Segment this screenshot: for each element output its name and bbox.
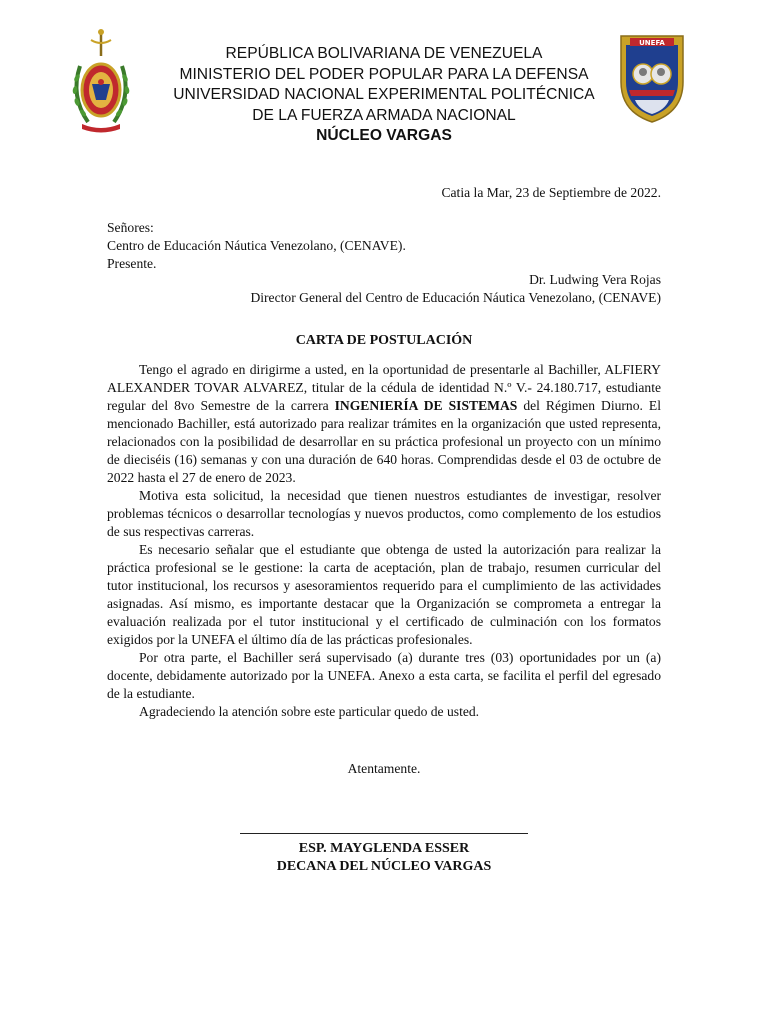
venezuela-coat-of-arms-icon [66,26,136,136]
header-line-universidad: UNIVERSIDAD NACIONAL EXPERIMENTAL POLITÉCNICA [173,86,595,103]
signature-line [240,833,528,834]
recipient-organization: Centro de Educación Náutica Venezolano, (CENAVE). [107,238,406,253]
addressee-title: Director General del Centro de Educación Náutica Venezolano, (CENAVE) [250,290,661,305]
closing-line: Atentamente. [347,761,421,776]
recipient-block [107,219,661,273]
addressee-block [107,271,661,307]
header-line-fuerza-armada: DE LA FUERZA ARMADA NACIONAL [252,106,516,124]
letter-date: Catia la Mar, 23 de Septiembre de 2022. [441,185,661,200]
letter-title: CARTA DE POSTULACIÓN [295,333,473,348]
paragraph-supervision: Por otra parte, el Bachiller será supervisado (a) durante tres (03) oportunidades por un (a) docente, debidamente autorizado por la UNEFA. Anexo a esta carta, se facilita el perfil del egresado de la estudiante. [107,650,661,701]
paragraph-motivation: Motiva esta solicitud, la necesidad que tienen nuestros estudiantes de investigar, resolver problemas técnicos o desarrollar tecnologías y nuevos productos, como complemento de los estudios de sus respectivas carreras. [107,488,661,539]
paragraph-thanks: Agradeciendo la atención sobre este particular quedo de usted. [139,704,480,719]
signature-block [200,840,568,876]
salutation: Señores: [107,220,154,235]
signer-name: ESP. MAYGLENDA ESSER [298,841,470,856]
addressee-name: Dr. Ludwing Vera Rojas [529,272,661,287]
svg-text:UNEFA: UNEFA [639,39,665,47]
signer-title: DECANA DEL NÚCLEO VARGAS [276,859,492,874]
paragraph-presentation-part1: Tengo el agrado en dirigirme a usted, en la oportunidad de presentarle al Bachiller, ALFIERY ALEXANDER TOVAR ALVAREZ, titular de la cédula de identidad N.º V.- 24.180.717, estudiante regular del 8vo Semestre de la carrera [107,362,661,413]
header-line-republica: REPÚBLICA BOLIVARIANA DE VENEZUELA [225,45,543,62]
paragraph-requirements: Es necesario señalar que el estudiante que obtenga de usted la autorización para realizar la práctica profesional se le gestione: la carta de aceptación, plan de trabajo, resumen curricular del tutor institucional, los recursos y asesoramientos requerido para el cumplimiento de las actividades asignadas. Así mismo, es importante destacar que la Organización se comprometa a entregar la evaluación realizada por el tutor institucional y el certificado de culminación con los formatos exigidos por la UNEFA el último día de las prácticas profesionales. [107,542,661,647]
career-name: INGENIERÍA DE SISTEMAS [334,398,518,413]
letterhead [150,44,618,147]
presente-line: Presente. [107,256,157,271]
header-line-nucleo: NÚCLEO VARGAS [316,127,452,144]
header-line-ministerio: MINISTERIO DEL PODER POPULAR PARA LA DEFENSA [179,65,589,83]
letter-body [107,361,661,721]
unefa-shield-icon [615,30,689,126]
paragraph-presentation [107,361,661,487]
paragraph-presentation-part2: del Régimen Diurno. El mencionado Bachiller, está autorizado para realizar trámites en la organización que usted representa, relacionados con la posibilidad de desarrollar en su práctica profesional un proyecto con un mínimo de dieciséis (16) semanas y con una duración de 640 horas. Comprendidas desde el 03 de octubre de 2022 hasta el 27 de enero de 2023. [107,398,661,485]
